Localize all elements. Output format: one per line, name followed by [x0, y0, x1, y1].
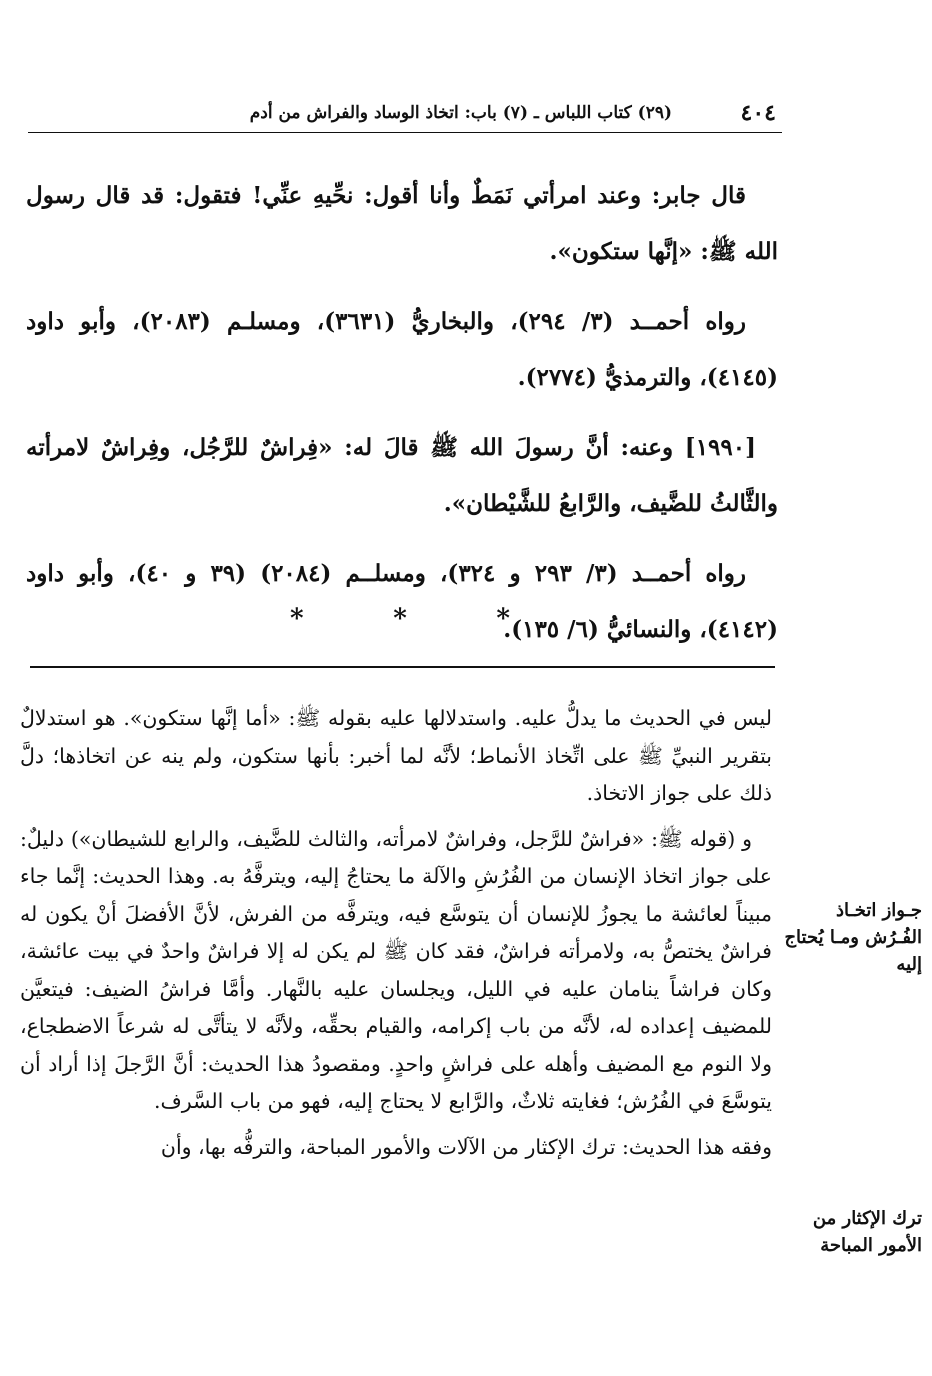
section-separator	[290, 604, 510, 634]
commentary-paragraph: وفقه هذا الحديث: ترك الإكثار من الآلات والأمور المباحة، والترفُّه بها، وأن	[160, 1134, 772, 1159]
separator-star: *	[290, 604, 304, 634]
main-paragraph-source: رواه أحمــد (٣/ ٢٩٣ و ٣٢٤)، ومسلــم (٢٠٨٤) (٣٩ و ٤٠)، وأبو داود (٤١٤٢)، والنسائيُّ (٦/ ١٣٥).	[26, 560, 778, 643]
margin-note: ترك الإكثار من الأمور المباحة	[812, 1208, 922, 1256]
running-header	[28, 100, 782, 133]
main-paragraph-narration: قال جابر: وعند امرأتي نَمَطٌ وأنا أقول: نحِّيهِ عنِّي! فتقول: قد قال رسول الله ﷺ: «إنَّها ستكون».	[26, 182, 778, 265]
commentary-text	[20, 700, 772, 1174]
page-number: ٤٠٤	[740, 100, 776, 126]
commentary-paragraph: ليس في الحديث ما يدلُّ عليه. واستدلالها عليه بقوله ﷺ: «أما إنَّها ستكون». هو استدلالٌ بتقرير النبيِّ ﷺ على اتِّخاذ الأنماط؛ لأنَّه لما أخبر: بأنها ستكون، ولم ينه عن اتخاذها؛ دلَّ ذلك على جواز الاتخاذ.	[20, 706, 772, 805]
main-paragraph-hadith: [١٩٩٠] وعنه: أنَّ رسولَ الله ﷺ قالَ له: «فِراشٌ للرَّجُل، وفِراشٌ لامرأته والثَّالثُ للضَّيف، والرَّابعُ للشَّيْطان».	[26, 434, 778, 517]
separator-star: *	[393, 604, 407, 634]
main-paragraph-source: رواه أحمــد (٣/ ٢٩٤)، والبخاريُّ (٣٦٣١)، ومسلـم (٢٠٨٣)، وأبو داود (٤١٤٥)، والترمذيُّ (٢٧٧٤).	[26, 308, 778, 391]
margin-note: جـواز اتخـاذ الفُـرُش ومـا يُحتاج إليه	[784, 900, 922, 975]
commentary-paragraph: و (قوله ﷺ: «فراشٌ للرَّجل، وفراشٌ لامرأته، والثالث للضَّيف، والرابع للشيطان») دليلٌ: على جواز اتخاذ الإنسان من الفُرُشِ والآلة ما يحتاجُ إليه، ويترفَّهُ به. وهذا الحديث: إنَّما جاء مبيناً لعائشة ما يجوزُ للإنسان أن يتوسَّع فيه، ويترفَّه من الفرش، لأنَّ الأفضلَ أنْ يكون له فراشٌ يختصُّ به، ولامرأته فراشٌ، فقد كان ﷺ لم يكن له إلا فراشٌ واحدٌ في بيت عائشة، وكان فراشاً ينامان عليه في الليل، ويجلسان عليه بالنَّهار. وأمَّا فراشُ الضيف: فيتعيَّن للمضيف إعداده له، لأنَّه من باب إكرامه، والقيام بحقِّه، ولأنَّه لا يتأتَّى له شرعاً الاضطجاع، ولا النوم مع المضيف وأهله على فراشٍ واحدٍ. ومقصودُ هذا الحديث: أنَّ الرَّجلَ إذا أراد أن يتوسَّعَ في الفُرُش؛ فغايته ثلاثٌ، والرَّابع لا يحتاج إليه، فهو من باب السَّرف.	[20, 826, 772, 1113]
running-title: (٢٩) كتاب اللباس ـ (٧) باب: اتخاذ الوساد والفراش من أدم	[249, 103, 672, 123]
main-text	[26, 168, 778, 672]
separator-star: *	[496, 604, 510, 634]
footnote-divider	[30, 666, 775, 668]
